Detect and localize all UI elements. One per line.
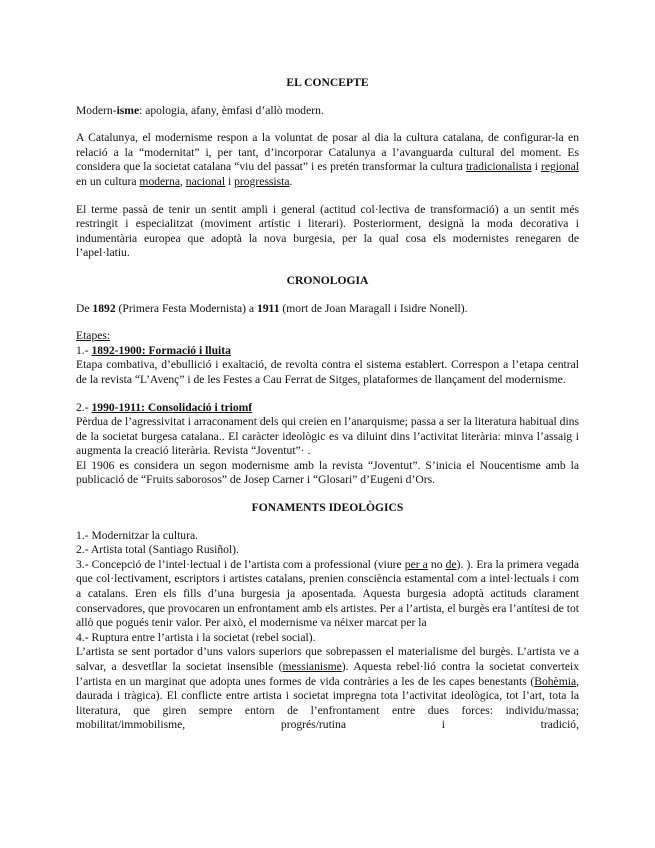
definition-text-c: : apologia, afany, èmfasi d’allò modern.: [139, 103, 324, 117]
etapa-2-title: 1990-1911: Consolidació i triomf: [91, 400, 253, 414]
concepte-paragraph-2: El terme passà de tenir un sentit ampli i general (actitud col·lectiva de transformació) a un sentit més restringit i especialitzat (moviment artístic i literari). Posteriorment, designà la moda decorativa i indumentària europea que adoptà la nova burgesia, per la qual cosa els modernistes renegaren de l’apel·latiu.: [76, 202, 579, 260]
etapa-1-heading: [76, 344, 579, 359]
p1-sep: i: [531, 160, 541, 174]
underlined-term: regional: [540, 160, 579, 174]
p1-text: A Catalunya, el modernisme respon a la voluntat de posar al dia la cultura catalana, de configurar-la en relació a la “modernitat” i, per tant, d’incorporar Catalunya a l’avanguarda cultural del moment. Es considera que la societat catalana “viu del passat” i es pretén transformar la cultura: [76, 131, 579, 174]
fonaments-text: L’artista se sent portador d’uns valors superiors que sobrepassen el materialisme del burgès. L’artista ve a salvar, a desvetllar la societat insensible (: [76, 645, 579, 673]
etapes-label-text: Etapes:: [76, 329, 111, 343]
etapa-1-text: Etapa combativa, d’ebullició i exaltació, de revolta contra el sistema establert. Correspon a l’etapa central de la revista “L’Avenç” i de les Festes a Cau Ferrat de Sitges, plataformes de llançament del modernisme.: [76, 358, 579, 386]
underlined-term: Bohèmia: [534, 674, 577, 688]
fonaments-paragraph: [76, 645, 579, 733]
underlined-term: nacional: [185, 174, 226, 188]
etapa-2-text-2: El 1906 es considera un segon modernisme amb la revista “Joventut”. S’inicia el Noucentisme amb la publicació de “Fruits saborosos” de Josep Carner i “Glosari” d’Eugeni d’Ors.: [76, 458, 579, 487]
fonaments-text: , daurada i tràgica). El conflicte entre artista i societat impregna tota l’activitat ideològica, tot l’art, tota la literatura, que giren sempre entorn de l’enfrontament entre dues forces: individu/massa; mobilitat/immobilisme, progrés/rutina i tradició,: [76, 674, 579, 732]
item-3-text: 3.- Concepció de l’intel·lectual i de l’artista com a professional (viure: [76, 557, 405, 571]
fonament-item-1: 1.- Modernitzar la cultura.: [76, 528, 199, 542]
underlined-term: progressista: [234, 174, 290, 188]
definition-paragraph: [76, 104, 579, 119]
concepte-paragraph-1: [76, 131, 579, 189]
underlined-term: per a: [404, 557, 428, 571]
etapes-label: [76, 329, 579, 344]
etapa-2-heading: [76, 401, 579, 416]
p1-sep: i: [225, 174, 235, 188]
p1-sep: ,: [179, 174, 186, 188]
fonament-item-2: 2.- Artista total (Santiago Rusiñol).: [76, 543, 239, 557]
intro-text: (mort de Joan Maragall i Isidre Nonell).: [279, 301, 468, 315]
section-title-cronologia: CRONOLOGIA: [286, 273, 369, 287]
underlined-term: tradicionalista: [465, 160, 532, 174]
cronologia-intro: [76, 302, 579, 317]
item-3-text: ). ). Era la primera vegada que col·lectivament, escriptors i artistes catalans, prenien consciència estamental com a intel·lectuals i com a catalans. Eren els fills d’una burgesia ja aposentada. Aquesta burgesia adoptà actituds clarament conservadores, que provocaren un enfrontament amb els artistes. Per a l’artista, el burgès era l’antítesi de tot allò que pogués tenir valor. Per això, el modernisme va néixer marcat per la: [76, 557, 579, 630]
section-title-fonaments: FONAMENTS IDEOLÒGICS: [251, 501, 404, 515]
etapa-2-text: Pèrdua de l’agressivitat i arraconament dels qui creien en l’anarquisme; passa a ser la literatura habitual dins de la societat burgesa catalana.. El caràcter ideològic es va diluint dins l’activitat literària: minva l’assaig i augmenta la creació literària. Revista “Joventut”· .: [76, 415, 579, 458]
etapa-number: 1.-: [76, 343, 92, 357]
definition-text-a: Modern-: [76, 103, 117, 117]
underlined-term: moderna: [139, 174, 180, 188]
document-page: [76, 76, 579, 733]
fonaments-text: ). Aquesta rebel·lió contra la societat converteix l’artista en un marginat que adopta unes formes de vida contràries a les de les capes benestants (: [76, 660, 579, 688]
year-start: 1892: [92, 301, 116, 315]
year-end: 1911: [256, 301, 280, 315]
definition-suffix: isme: [116, 103, 140, 117]
etapa-number: 2.-: [76, 400, 92, 414]
fonament-item-3: [76, 558, 579, 631]
underlined-term: messianisme: [282, 660, 342, 673]
underlined-term: de: [445, 557, 457, 571]
item-3-text: no: [427, 557, 446, 571]
intro-text: (Primera Festa Modernista) a: [115, 301, 257, 315]
p1-sep: en un cultura: [76, 174, 140, 188]
etapa-1-title: 1892-1900: Formació i lluita: [91, 343, 231, 357]
p1-end: .: [289, 174, 293, 188]
intro-text: De: [76, 301, 93, 315]
fonament-item-4: 4.- Ruptura entre l’artista i la societat (rebel social).: [76, 630, 316, 644]
section-title-concepte: EL CONCEPTE: [286, 76, 369, 89]
